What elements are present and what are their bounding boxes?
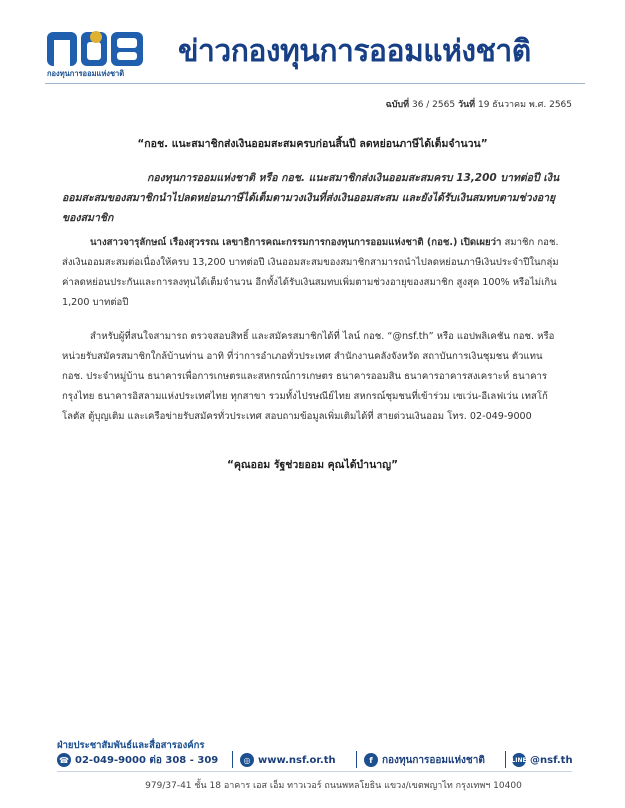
paragraph-1-body: สมาชิก กอช. ส่งเงินออมสะสมต่อเนื่องให้ครบ 13,200 บาทต่อปี เงินออมสะสมของสมาชิกสามารถนำไปลดหย่อนภาษีเงินประจำปีในกลุ่มค่าลดหย่อนประกันและการลงทุนได้เต็มจำนวน อีกทั้งได้รับเงินสมทบเพิ่มตามช่วงอายุของสมาชิก สูงสุด 100% หรือไม่เกิน 1,200 บาทต่อปี xyxy=(62,237,559,308)
footer-separator xyxy=(505,751,506,768)
facebook-icon: f xyxy=(364,753,378,767)
footer-line-text: @nsf.th xyxy=(530,754,573,766)
issue-date: 19 ธันวาคม พ.ศ. 2565 xyxy=(477,100,572,110)
speaker-name: นางสาวจารุลักษณ์ เรืองสุวรรณ เลขาธิการคณะกรรมการกองทุนการออมแห่งชาติ (กอช.) xyxy=(90,237,458,248)
issue-line xyxy=(386,97,572,111)
issue-number-label: ฉบับที่ xyxy=(385,100,410,110)
lead-in: เปิดเผยว่า xyxy=(460,237,502,248)
footer-facebook[interactable] xyxy=(364,752,485,768)
article-slogan: “คุณออม รัฐช่วยออม คุณได้บำนาญ” xyxy=(227,459,398,471)
issue-date-label: วันที่ xyxy=(457,100,476,110)
footer-facebook-text: กองทุนการออมแห่งชาติ xyxy=(382,754,485,766)
article-headline: “กอช. แนะสมาชิกส่งเงินออมสะสมครบก่อนสิ้นปี ลดหย่อนภาษีได้เต็มจำนวน” xyxy=(137,138,488,150)
footer-separator xyxy=(356,751,357,768)
footer-line[interactable] xyxy=(512,752,573,768)
header-divider xyxy=(45,83,585,84)
article-paragraph-1 xyxy=(62,233,562,313)
article-paragraph-2: สำหรับผู้ที่สนใจสามารถ ตรวจสอบสิทธิ์ และสมัครสมาชิกได้ที่ ไลน์ กอช. “@nsf.th” หรือ แอปพลิเคชัน กอช. หรือ หน่วยรับสมัครสมาชิกใกล้บ้านท่าน อาทิ ที่ว่าการอำเภอทั่วประเทศ สำนักงานคลังจังหวัด สถาบันการเงินชุมชน ตัวแทน กอช. ประจำหมู่บ้าน ธนาคารเพื่อการเกษตรและสหกรณ์การเกษตร ธนาคารออมสิน ธนาคารอาคารสงเคราะห์ ธนาคารกรุงไทย ธนาคารอิสลามแห่งประเทศไทย ทุกสาขา รวมทั้งไปรษณีย์ไทย สหกรณ์ชุมชนที่เข้าร่วม เซเว่น-อีเลฟเว่น เทสโก้โลตัส ตู้บุญเติม และเครือข่ายรับสมัครทั่วประเทศ สอบถามข้อมูลเพิ่มเติมได้ที่ สายด่วนเงินออม โทร. 02-049-9000 xyxy=(62,331,555,422)
phone-icon: ☎ xyxy=(57,753,71,767)
globe-icon: ◎ xyxy=(240,753,254,767)
footer-department: ฝ่ายประชาสัมพันธ์และสื่อสารองค์กร xyxy=(57,740,205,751)
footer-divider xyxy=(57,771,572,772)
article-lead: กองทุนการออมแห่งชาติ หรือ กอช. แนะสมาชิกส่งเงินออมสะสมครบ 13,200 บาทต่อปี เงินออมสะสมของสมาชิกนำไปลดหย่อนภาษีได้เต็มตามวงเงินที่ส่งเงินออมสะสม และยังได้รับเงินสมทบตามช่วงอายุของสมาชิก xyxy=(62,172,560,224)
logo-caption: กองทุนการออมแห่งชาติ xyxy=(47,69,125,78)
footer-separator xyxy=(232,751,233,768)
footer-phone[interactable] xyxy=(57,752,218,768)
line-icon: LINE xyxy=(512,753,526,767)
issue-number: 36 / 2565 xyxy=(411,100,456,110)
footer-address: 979/37-41 ชั้น 18 อาคาร เอส เอ็ม ทาวเวอร์ ถนนพหลโยธิน แขวง/เขตพญาไท กรุงเทพฯ 10400 xyxy=(145,781,522,791)
footer-phone-text: 02-049-9000 ต่อ 308 - 309 xyxy=(75,754,219,766)
footer-website-text: www.nsf.or.th xyxy=(258,754,336,766)
footer-website[interactable] xyxy=(240,752,336,768)
page-title: ข่าวกองทุนการออมแห่งชาติ xyxy=(178,34,531,69)
